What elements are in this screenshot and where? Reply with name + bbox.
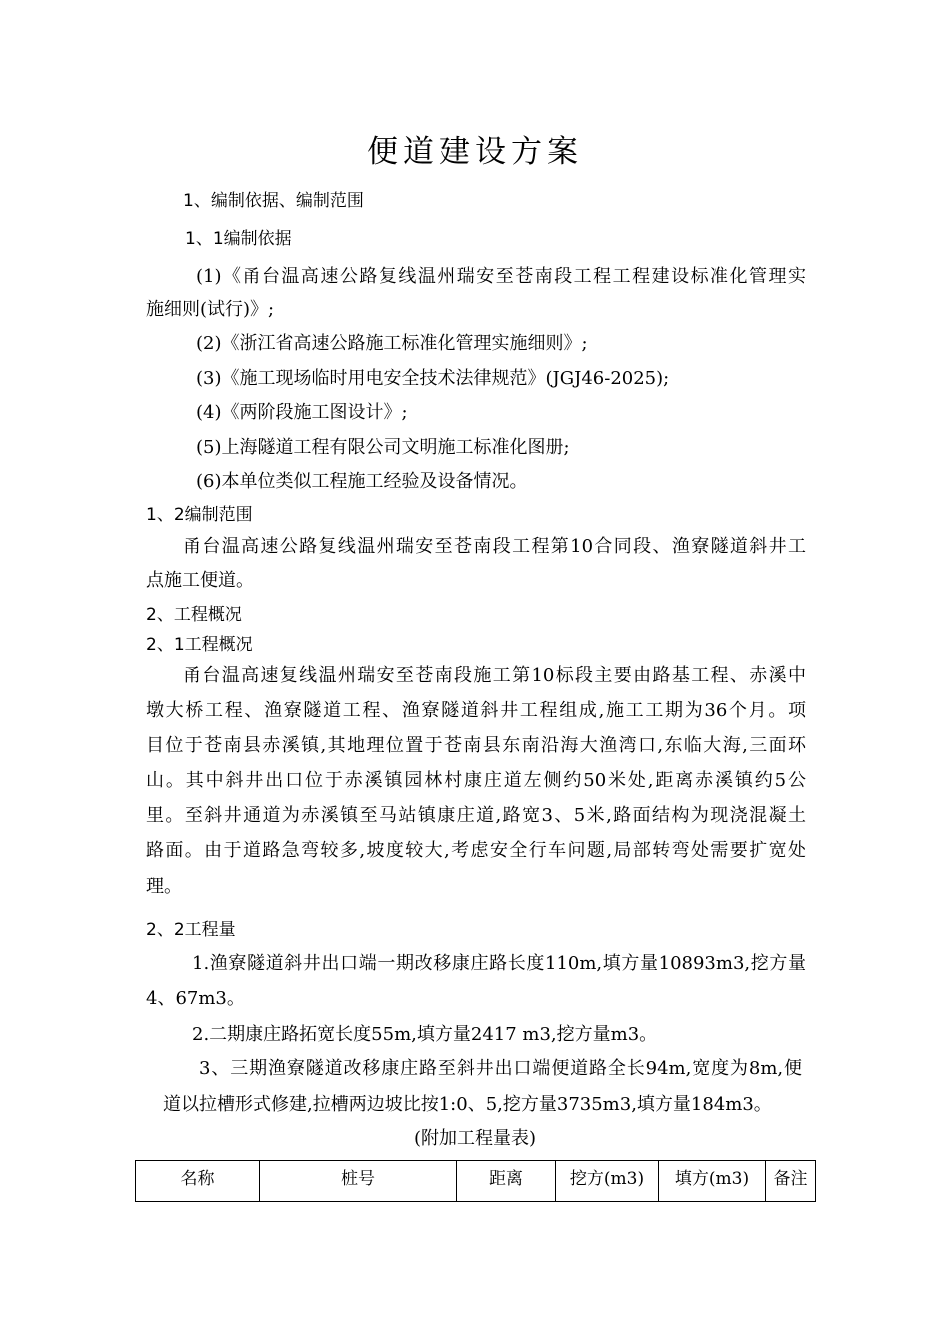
quantity-item-3-line-2: 道以拉槽形式修建,拉槽两边坡比按1:0、5,挖方量3735m3,填方量184m3。: [163, 1094, 772, 1115]
quantity-table: [135, 1160, 816, 1202]
col-header-distance: 距离: [457, 1161, 556, 1202]
section-1-heading: 1、编制依据、编制范围: [183, 191, 364, 211]
overview-line-3: 目位于苍南县赤溪镇,其地理位置于苍南县东南沿海大渔湾口,东临大海,三面环: [146, 735, 806, 756]
overview-line-1: 甬台温高速复线温州瑞安至苍南段施工第10标段主要由路基工程、赤溪中: [183, 665, 806, 686]
section-2-heading: 2、工程概况: [146, 605, 242, 625]
document-title: 便道建设方案: [367, 134, 583, 170]
col-header-cut: 挖方(m3): [556, 1161, 659, 1202]
basis-item-1-line-1: (1)《甬台温高速公路复线温州瑞安至苍南段工程工程建设标准化管理实: [196, 266, 806, 287]
quantity-item-1-line-2: 4、67m3。: [146, 988, 245, 1009]
scope-line-1: 甬台温高速公路复线温州瑞安至苍南段工程第10合同段、渔寮隧道斜井工: [183, 536, 806, 557]
basis-item-4: (4)《两阶段施工图设计》;: [196, 402, 408, 423]
quantity-item-2: 2.二期康庄路拓宽长度55m,填方量2417 m3,挖方量m3。: [192, 1024, 658, 1045]
overview-line-5: 里。至斜井通道为赤溪镇至马站镇康庄道,路宽3、5米,路面结构为现浇混凝土: [146, 805, 806, 826]
basis-item-3: (3)《施工现场临时用电安全技术法律规范》(JGJ46-2025);: [196, 368, 670, 389]
overview-line-6: 路面。由于道路急弯较多,坡度较大,考虑安全行车问题,局部转弯处需要扩宽处: [146, 840, 806, 861]
quantity-item-1-line-1: 1.渔寮隧道斜井出口端一期改移康庄路长度110m,填方量10893m3,挖方量: [192, 953, 806, 974]
overview-line-2: 墩大桥工程、渔寮隧道工程、渔寮隧道斜井工程组成,施工工期为36个月。项: [146, 700, 806, 721]
col-header-fill: 填方(m3): [659, 1161, 766, 1202]
overview-line-4: 山。其中斜井出口位于赤溪镇园林村康庄道左侧约50米处,距离赤溪镇约5公: [146, 770, 806, 791]
col-header-station: 桩号: [260, 1161, 457, 1202]
table-header-row: [136, 1161, 816, 1202]
section-2-2-heading: 2、2工程量: [146, 920, 236, 940]
basis-item-5: (5)上海隧道工程有限公司文明施工标准化图册;: [196, 437, 570, 458]
scope-line-2: 点施工便道。: [146, 570, 254, 591]
basis-item-6: (6)本单位类似工程施工经验及设备情况。: [196, 471, 528, 492]
section-1-2-heading: 1、2编制范围: [146, 505, 253, 525]
section-2-1-heading: 2、1工程概况: [146, 635, 253, 655]
basis-item-2: (2)《浙江省高速公路施工标准化管理实施细则》;: [196, 333, 588, 354]
basis-item-1-line-2: 施细则(试行)》;: [146, 299, 275, 320]
col-header-remarks: 备注: [766, 1161, 816, 1202]
section-1-1-heading: 1、1编制依据: [185, 229, 292, 249]
quantity-item-3-line-1: 3、三期渔寮隧道改移康庄路至斜井出口端便道路全长94m,宽度为8m,便: [199, 1058, 802, 1079]
col-header-name: 名称: [136, 1161, 260, 1202]
table-caption: (附加工程量表): [413, 1128, 537, 1149]
overview-line-7: 理。: [146, 876, 182, 897]
